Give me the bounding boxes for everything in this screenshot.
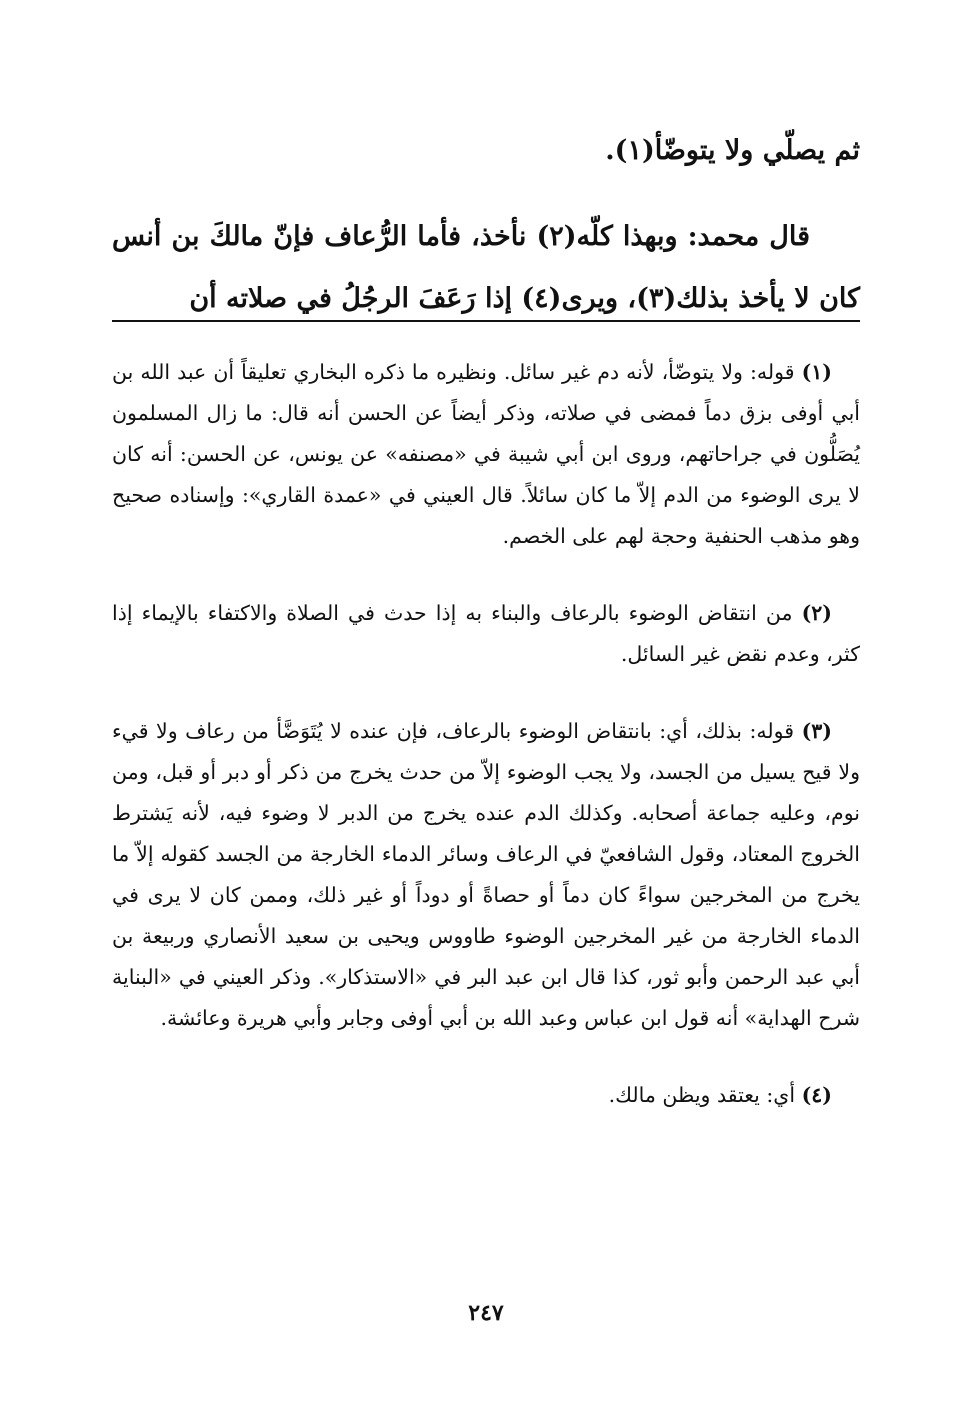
main-text-paragraph-2: قال محمد: وبهذا كلّه(٢) نأخذ، فأما الرُّعاف فإنّ مالكَ بن أنس كان لا يأخذ بذلك(٣)، ويرى(٤) إذا رَعَفَ الرجُلُ في صلاته أن	[112, 221, 860, 314]
footnote-marker: (٤)	[801, 1083, 832, 1107]
footnote-4	[112, 1075, 860, 1116]
footnote-2	[112, 593, 860, 675]
footnotes	[112, 352, 860, 1152]
footnote-text: قوله: ولا يتوضّأ، لأنه دم غير سائل. ونظيره ما ذكره البخاري تعليقاً أن عبد الله بن أبي أوفى بزق دماً فمضى في صلاته، وذكر أيضاً عن الحسن أنه قال: ما زال المسلمون يُصَلُّون في جراحاتهم، وروى ابن أبي شيبة في «مصنفه» عن يونس، عن الحسن: أنه كان لا يرى الوضوء من الدم إلاّ ما كان سائلاً. قال العيني في «عمدة القاري»: وإسناده صحيح وهو مذهب الحنفية وحجة لهم على الخصم.	[112, 360, 860, 548]
footnote-marker: (١)	[801, 360, 832, 384]
footnote-3	[112, 711, 860, 1039]
book-page	[112, 0, 860, 1409]
footnote-text: أي: يعتقد ويظن مالك.	[608, 1083, 796, 1107]
footnote-text: من انتقاض الوضوء بالرعاف والبناء به إذا حدث في الصلاة والاكتفاء بالإيماء إذا كثر، وعدم نقض غير السائل.	[112, 601, 860, 666]
footnote-marker: (٣)	[801, 719, 832, 743]
main-text	[112, 120, 860, 330]
footnote-marker: (٢)	[801, 601, 832, 625]
page-number: ٢٤٧	[468, 1300, 504, 1326]
footnote-divider	[112, 320, 860, 322]
main-text-line-1: ثم يصلّي ولا يتوضّأ(١).	[605, 135, 860, 166]
footnote-text: قوله: بذلك، أي: بانتقاض الوضوء بالرعاف، فإن عنده لا يُتَوَضَّأ من رعاف ولا قيء ولا قيح يسيل من الجسد، ولا يجب الوضوء إلاّ من حدث يخرج من ذكر أو دبر أو قبل، ومن نوم، وعليه جماعة أصحابه. وكذلك الدم عنده يخرج من الدبر لا وضوء فيه، لأنه يَشترط الخروج المعتاد، وقول الشافعيّ في الرعاف وسائر الدماء الخارجة من الجسد كقوله إلاّ ما يخرج من المخرجين سواءً كان دماً أو حصاةً أو دوداً أو غير ذلك، وممن كان لا يرى في الدماء الخارجة من غير المخرجين الوضوء طاووس ويحيى بن سعيد الأنصاري وربيعة بن أبي عبد الرحمن وأبو ثور، كذا قال ابن عبد البر في «الاستذكار». وذكر العيني في «البناية شرح الهداية» أنه قول ابن عباس وعبد الله بن أبي أوفى وجابر وأبي هريرة وعائشة.	[112, 719, 860, 1030]
footnote-1	[112, 352, 860, 557]
